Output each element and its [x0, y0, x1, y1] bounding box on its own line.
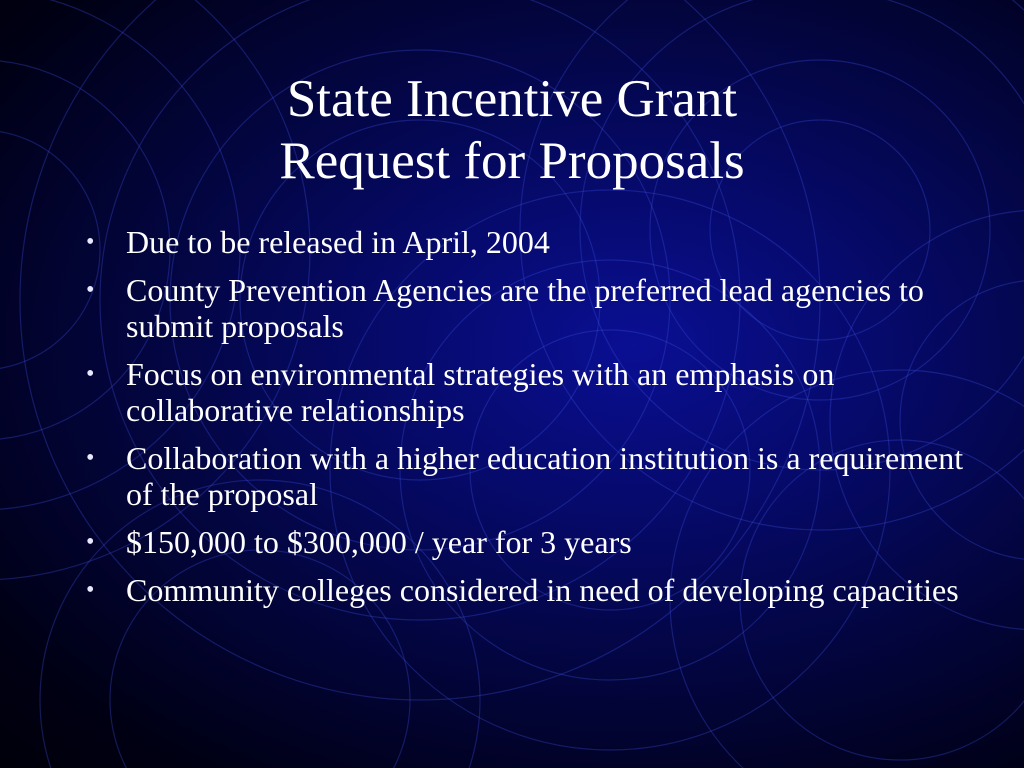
bullet-text: Community colleges considered in need of developing capacities — [126, 572, 959, 608]
bullet-dot-icon: • — [86, 445, 95, 471]
bullet-text: Collaboration with a higher education institution is a requirement of the proposal — [126, 440, 964, 512]
bullet-text: Due to be released in April, 2004 — [126, 224, 550, 260]
title-line-2: Request for Proposals — [279, 132, 745, 190]
bullet-item — [86, 572, 966, 608]
bullet-text: $150,000 to $300,000 / year for 3 years — [126, 524, 632, 560]
bullet-dot-icon: • — [86, 577, 95, 603]
bullet-dot-icon: • — [86, 529, 95, 555]
bullet-item — [86, 356, 966, 428]
bullet-dot-icon: • — [86, 229, 95, 255]
bullet-dot-icon: • — [86, 277, 95, 303]
bullet-dot-icon: • — [86, 361, 95, 387]
bullet-item — [86, 224, 966, 260]
title-line-1: State Incentive Grant — [286, 70, 738, 128]
bullet-item — [86, 272, 966, 344]
bullet-list — [86, 224, 966, 620]
slide-title — [0, 68, 1024, 192]
bullet-text: County Prevention Agencies are the preferred lead agencies to submit proposals — [126, 272, 924, 344]
bullet-item — [86, 524, 966, 560]
bullet-text: Focus on environmental strategies with an emphasis on collaborative relationships — [126, 356, 835, 428]
bullet-item — [86, 440, 966, 512]
